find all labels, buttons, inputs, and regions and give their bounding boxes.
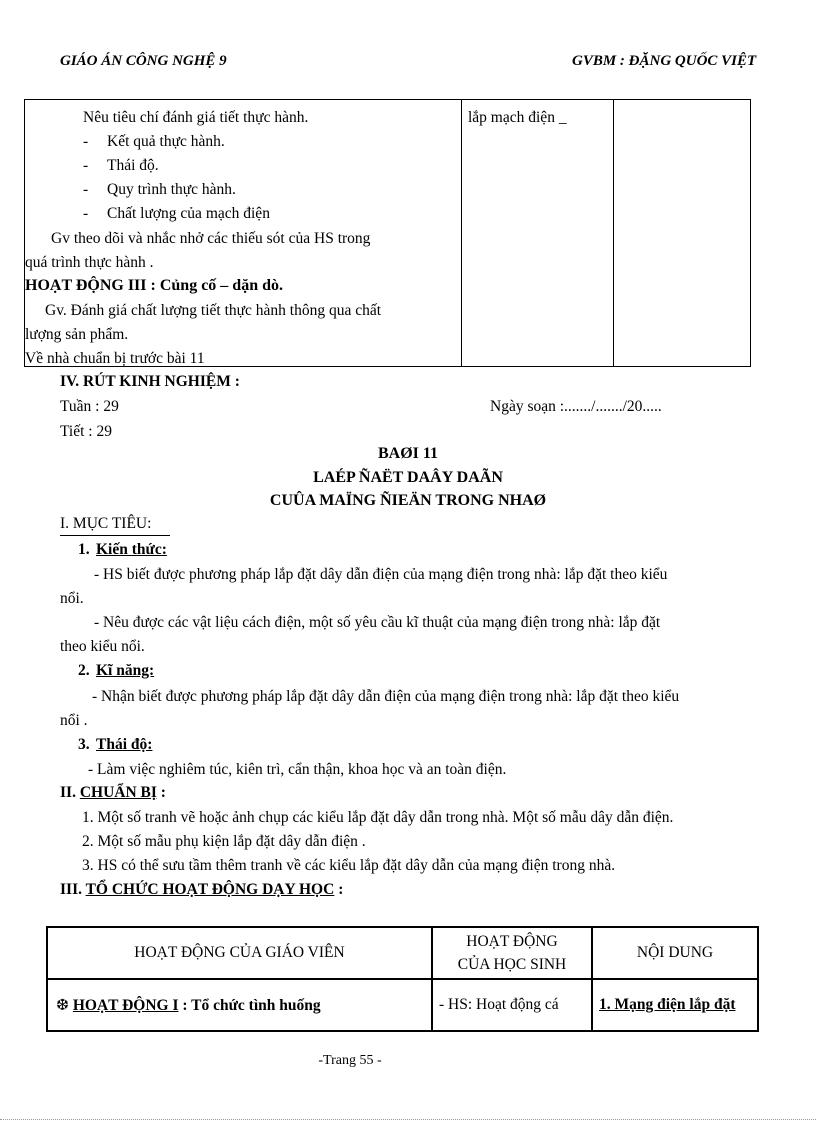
criteria-item: Kết quả thực hành.: [107, 133, 225, 150]
gv-line: lượng sản phẩm.: [25, 326, 129, 343]
chuan-bi-line: 2. Một số mẫu phụ kiện lắp đặt dây dẫn điện .: [82, 833, 366, 850]
activity-3-heading: HOẠT ĐỘNG III : Củng cố – dặn dò.: [25, 277, 283, 294]
chuan-bi-line: 3. HS có thể sưu tầm thêm tranh về các kiểu lắp đặt dây dẫn của mạng điện trong nhà.: [82, 857, 616, 874]
chuan-bi-line: 1. Một số tranh vẽ hoặc ảnh chụp các kiểu lắp đặt dây dẫn trong nhà. Một số mẫu dây dẫn điện.: [82, 809, 674, 826]
ki-nang-number: 2.: [78, 662, 90, 679]
section-title: TỔ CHỨC HOẠT ĐỘNG DẠY HỌC: [85, 881, 335, 898]
activity-1-title: : Tổ chức tình huống: [178, 996, 321, 1014]
student-activity-text: lắp mạch điện _: [468, 109, 567, 126]
section-number: II.: [60, 784, 80, 801]
header-student-line1: HOẠT ĐỘNG: [466, 933, 558, 950]
bottom-dotted-rule: [0, 1119, 816, 1120]
gv-line: quá trình thực hành .: [25, 254, 154, 271]
activities-table: [46, 926, 759, 1032]
criteria-line: Nêu tiêu chí đánh giá tiết thực hành.: [83, 109, 309, 126]
section-muc-tieu: I. MỤC TIÊU:: [60, 515, 152, 532]
criteria-bullet: -: [83, 181, 89, 198]
header-content: NỘI DUNG: [592, 927, 758, 979]
kien-thuc-number: 1.: [78, 541, 90, 558]
criteria-item: Thái độ.: [107, 157, 159, 174]
ki-nang-line: - Nhận biết được phương pháp lắp đặt dây dẫn điện của mạng điện trong nhà: lắp đặt theo kiểu: [92, 688, 680, 705]
section-colon: :: [334, 881, 344, 898]
section-colon: :: [156, 784, 166, 801]
student-activity-cell: [462, 100, 614, 367]
kien-thuc-line: nổi.: [60, 590, 84, 607]
ki-nang-line: nổi .: [60, 712, 88, 729]
thai-do-heading: Thái độ:: [96, 736, 153, 753]
row1-student: - HS: Hoạt động cá: [432, 979, 592, 1031]
thai-do-number: 3.: [78, 736, 90, 753]
criteria-bullet: -: [83, 205, 89, 222]
kien-thuc-heading: Kiến thức:: [96, 541, 167, 558]
header-teacher: HOẠT ĐỘNG CỦA GIÁO VIÊN: [47, 927, 432, 979]
snowflake-bullet-icon: ❆: [56, 996, 69, 1014]
continuation-table: [24, 99, 751, 367]
underline: [60, 515, 170, 536]
doc-header-left: GIÁO ÁN CÔNG NGHỆ 9: [60, 53, 227, 69]
section-chuan-bi: [60, 784, 166, 802]
criteria-item: Quy trình thực hành.: [107, 181, 236, 198]
content-cell: [614, 100, 751, 367]
homework-line: Về nhà chuẩn bị trước bài 11: [25, 350, 205, 367]
header-student-line2: CỦA HỌC SINH: [457, 956, 567, 973]
criteria-bullet: -: [83, 133, 89, 150]
tuan-label: Tuần : 29: [60, 398, 119, 415]
section-rut-kinh-nghiem: IV. RÚT KINH NGHIỆM :: [60, 373, 240, 390]
lesson-title-line1: LAÉP ÑAËT DAÂY DAÃN: [313, 469, 503, 486]
activity-1-label: HOẠT ĐỘNG I: [72, 996, 179, 1014]
header-student: [432, 927, 592, 979]
kien-thuc-line: - Nêu được các vật liệu cách điện, một số yêu cầu kĩ thuật của mạng điện trong nhà: lắp đặt: [94, 614, 661, 631]
gv-line: Gv theo dõi và nhắc nhở các thiếu sót của HS trong: [51, 230, 371, 247]
lesson-number: BAØI 11: [377, 445, 438, 462]
ki-nang-heading: Kĩ năng:: [96, 662, 155, 679]
section-title: CHUẨN BỊ: [79, 784, 157, 801]
gv-line: Gv. Đánh giá chất lượng tiết thực hành thông qua chất: [45, 302, 382, 319]
criteria-bullet: -: [83, 157, 89, 174]
kien-thuc-line: - HS biết được phương pháp lắp đặt dây dẫn điện của mạng điện trong nhà: lắp đặt theo kiểu: [94, 566, 668, 583]
row1-teacher: [47, 979, 432, 1031]
section-to-chuc: [60, 881, 343, 899]
criteria-item: Chất lượng của mạch điện: [107, 205, 270, 222]
page-number: -Trang 55 -: [318, 1053, 382, 1068]
row1-content: 1. Mạng điện lắp đặt: [592, 979, 758, 1031]
section-number: III.: [60, 881, 86, 898]
ngay-soan: Ngày soạn :......./......./20.....: [490, 398, 662, 415]
thai-do-line: - Làm việc nghiêm túc, kiên trì, cẩn thận, khoa học và an toàn điện.: [88, 761, 507, 778]
doc-header-right: GVBM : ĐẶNG QUỐC VIỆT: [572, 53, 757, 69]
lesson-title-line2: CUÛA MAÏNG ÑIEÄN TRONG NHAØ: [269, 492, 547, 509]
teacher-activity-cell: [25, 100, 462, 367]
tiet-label: Tiết : 29: [60, 423, 112, 440]
kien-thuc-line: theo kiểu nổi.: [60, 638, 145, 655]
